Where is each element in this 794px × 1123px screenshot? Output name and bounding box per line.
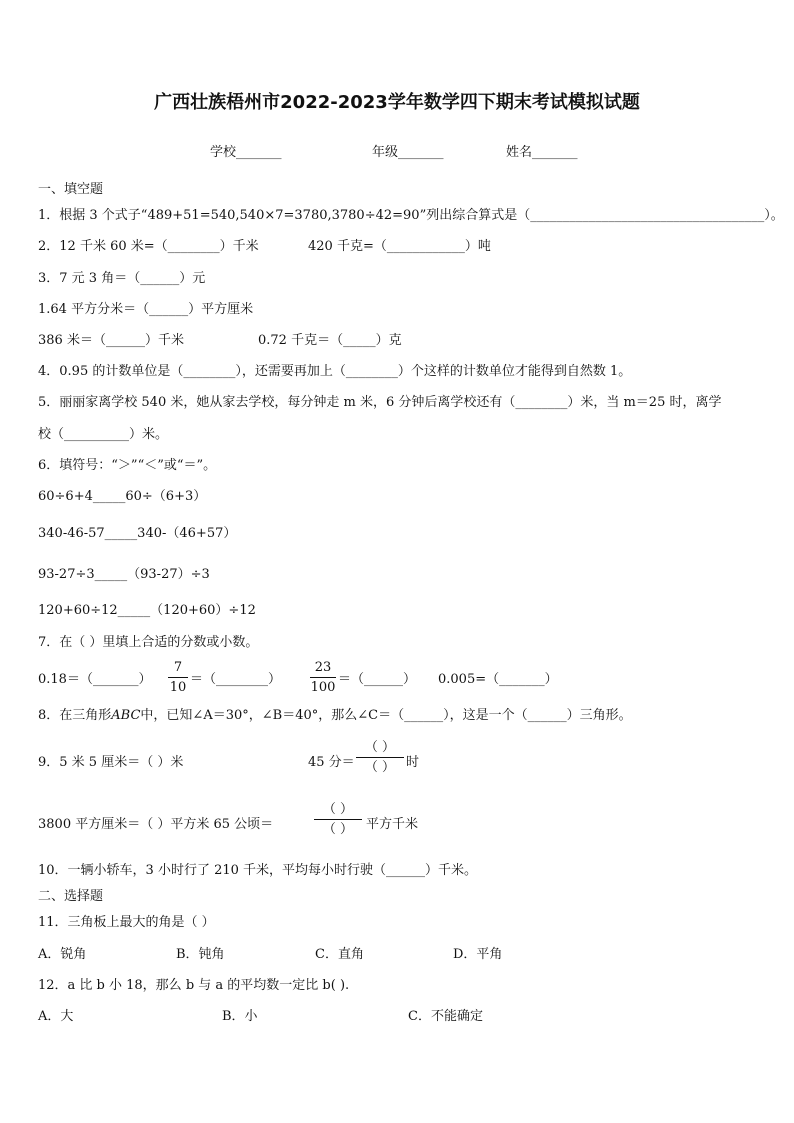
option-12c: C．不能确定 xyxy=(408,1009,483,1024)
question-9b: 45 分＝ xyxy=(308,755,355,770)
option-11c: C．直角 xyxy=(315,947,364,962)
question-4: 4．0.95 的计数单位是（________），还需要再加上（________）个这样的计数单位才能得到自然数 1。 xyxy=(38,364,632,379)
question-5-line-1: 5．丽丽家离学校 540 米，她从家去学校，每分钟走 m 米，6 分钟后离学校还有（________）米，当 m＝25 时，离学 xyxy=(38,395,722,410)
question-2b: 420 千克=（____________）吨 xyxy=(308,239,491,254)
option-12a: A．大 xyxy=(38,1009,74,1024)
question-6d: 120+60÷12_____（120+60）÷12 xyxy=(38,603,256,618)
question-3a: 3．7 元 3 角＝（______）元 xyxy=(38,271,206,286)
fraction-23-100 xyxy=(310,660,336,695)
grade-field: 年级_______ xyxy=(372,145,444,160)
question-8 xyxy=(38,708,632,724)
question-9a: 9．5 米 5 厘米＝（ ）米 xyxy=(38,755,184,770)
option-12b: B．小 xyxy=(222,1009,258,1024)
name-field: 姓名_______ xyxy=(506,145,578,160)
question-12: 12．a 比 b 小 18，那么 b 与 a 的平均数一定比 b( ). xyxy=(38,978,350,993)
option-11a: A．锐角 xyxy=(38,947,87,962)
denominator: 10 xyxy=(169,680,187,695)
denominator-blank: （ ） xyxy=(322,822,354,837)
triangle-label: ABC xyxy=(111,708,141,723)
question-7: 7．在（ ）里填上合适的分数或小数。 xyxy=(38,635,259,650)
question-3c-1: 386 米＝（______）千米 xyxy=(38,333,184,348)
question-6c: 93-27÷3_____（93-27）÷3 xyxy=(38,567,210,582)
numerator: 23 xyxy=(314,660,332,675)
question-2a: 2．12 千米 60 米=（________）千米 xyxy=(38,239,259,254)
option-11b: B．钝角 xyxy=(176,947,225,962)
question-7c-answer: ＝（______） xyxy=(338,672,417,687)
fraction-sq-km xyxy=(314,802,362,837)
section-choice-heading: 二、选择题 xyxy=(38,889,104,904)
question-6: 6．填符号：“＞”“＜”或“＝”。 xyxy=(38,458,217,473)
question-7b-answer: ＝（________） xyxy=(190,672,282,687)
question-8-prefix: 8．在三角形 xyxy=(38,708,112,723)
question-9c-unit: 平方千米 xyxy=(366,817,419,832)
school-field: 学校_______ xyxy=(210,145,282,160)
numerator-blank: （ ） xyxy=(364,740,396,755)
numerator: 7 xyxy=(173,660,183,675)
question-9b-unit: 时 xyxy=(406,755,420,770)
question-10: 10．一辆小轿车，3 小时行了 210 千米，平均每小时行驶（______）千米。 xyxy=(38,863,478,878)
denominator: 100 xyxy=(310,680,336,695)
question-8-body: 中，已知∠A＝30°，∠B＝40°，那么∠C＝（______），这是一个（______）三角形。 xyxy=(140,708,632,723)
question-1: 1．根据 3 个式子“489+51=540,540×7=3780,3780÷42=90”列出综合算式是（____________________________________）。 xyxy=(38,208,784,223)
question-9c: 3800 平方厘米＝（ ）平方米 65 公顷＝ xyxy=(38,817,274,832)
section-fill-in-heading: 一、填空题 xyxy=(38,182,104,197)
fraction-hours xyxy=(356,740,404,775)
question-7d: 0.005=（_______） xyxy=(438,672,558,687)
option-11d: D．平角 xyxy=(453,947,503,962)
question-6b: 340-46-57_____340-（46+57） xyxy=(38,526,237,541)
question-11: 11．三角板上最大的角是（ ） xyxy=(38,915,215,930)
numerator-blank: （ ） xyxy=(322,802,354,817)
fraction-7-10 xyxy=(168,660,188,695)
denominator-blank: （ ） xyxy=(364,760,396,775)
question-6a: 60÷6+4_____60÷（6+3） xyxy=(38,489,207,504)
question-3b: 1.64 平方分米＝（______）平方厘米 xyxy=(38,302,254,317)
question-5-line-2: 校（__________）米。 xyxy=(38,427,169,442)
page-title: 广西壮族梧州市2022-2023学年数学四下期末考试模拟试题 xyxy=(154,92,640,113)
question-3c-2: 0.72 千克＝（_____）克 xyxy=(258,333,402,348)
question-7a: 0.18＝（_______） xyxy=(38,672,152,687)
